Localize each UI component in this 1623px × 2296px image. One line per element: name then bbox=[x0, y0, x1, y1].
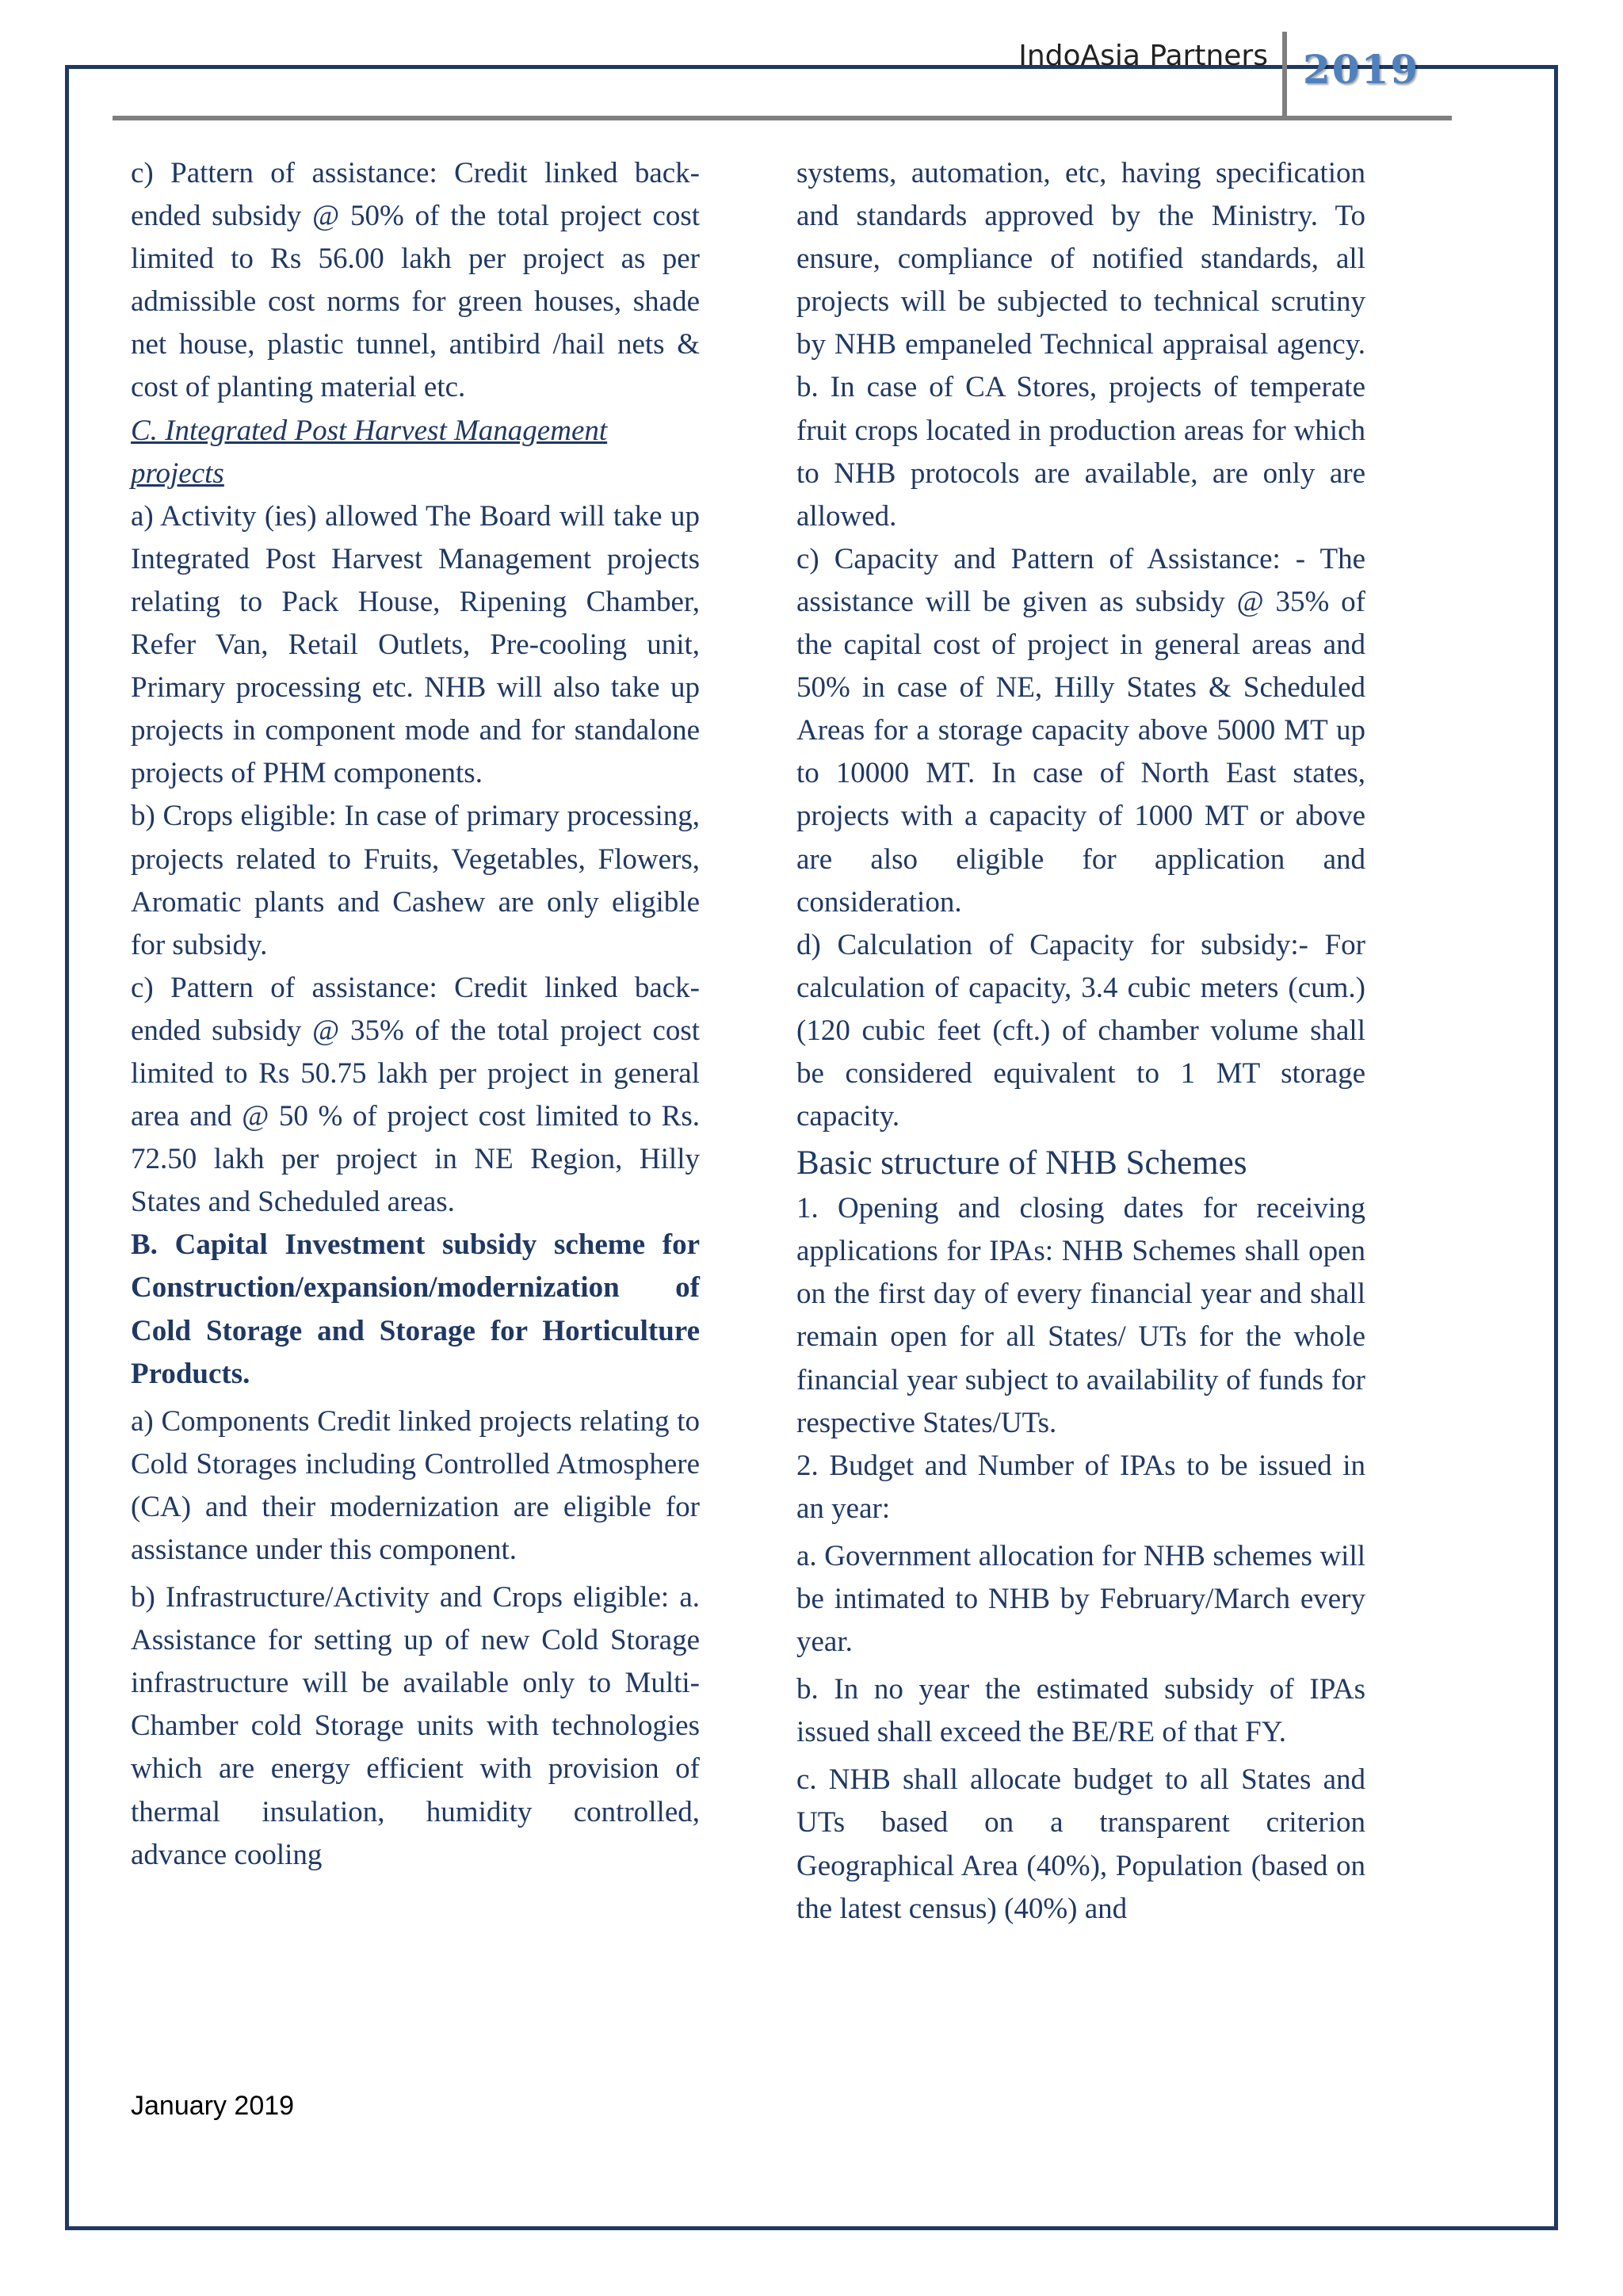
paragraph: b) Crops eligible: In case of primary processing, projects related to Fruits, Vegetables, Flowers, Aromatic plants and Cashew are only eligible for subsidy. bbox=[131, 800, 700, 961]
paragraph: c) Capacity and Pattern of Assistance: - The assistance will be given as subsidy @ 35% of the capital cost of project in general areas and 50% in case of NE, Hilly States & Scheduled Areas for a storage capacity above 5000 MT up to 10000 MT. In case of North East states, projects with a capacity of 1000 MT or above are also eligible for application and consideration. bbox=[796, 542, 1365, 919]
header-year: 2019 bbox=[1303, 46, 1420, 93]
paragraph: 2. Budget and Number of IPAs to be issued in an year: bbox=[796, 1449, 1365, 1525]
paragraph: c) Pattern of assistance: Credit linked back-ended subsidy @ 35% of the total project cost limited to Rs 50.75 lakh per project in general area and @ 50 % of project cost limited to Rs. 72.50 lakh per project in NE Region, Hilly States and Scheduled areas. bbox=[131, 971, 700, 1219]
paragraph: b. In no year the estimated subsidy of IPAs issued shall exceed the BE/RE of that FY. bbox=[796, 1673, 1365, 1749]
paragraph: a) Components Credit linked projects relating to Cold Storages including Controlled Atmosphere (CA) and their modernization are eligible for assistance under this component. bbox=[131, 1404, 700, 1566]
right-column bbox=[796, 152, 1365, 1931]
paragraph: a) Activity (ies) allowed The Board will take up Integrated Post Harvest Management projects relating to Pack House, Ripening Chamber, Refer Van, Retail Outlets, Pre-cooling unit, Primary processing etc. NHB will also take up projects in component mode and for standalone projects of PHM components. bbox=[131, 499, 700, 790]
section-title: Basic structure of NHB Schemes bbox=[796, 1144, 1247, 1182]
header-divider bbox=[1282, 32, 1287, 119]
header-company: IndoAsia Partners bbox=[1018, 40, 1268, 72]
header-rule bbox=[113, 116, 1452, 120]
paragraph: d) Calculation of Capacity for subsidy:- For calculation of capacity, 3.4 cubic meters (cum.) (120 cubic feet (cft.) of chamber volume shall be considered equivalent to 1 MT storage capacity. bbox=[796, 928, 1365, 1133]
paragraph: c. NHB shall allocate budget to all States and UTs based on a transparent criterion Geographical Area (40%), Population (based on the latest census) (40%) and bbox=[796, 1763, 1365, 1925]
footer-date: January 2019 bbox=[131, 2091, 295, 2121]
paragraph: 1. Opening and closing dates for receiving applications for IPAs: NHB Schemes shall open on the first day of every financial year and shall remain open for all States/ UTs for the whole financial year subject to availability of funds for respective States/UTs. bbox=[796, 1192, 1365, 1439]
paragraph: b) Infrastructure/Activity and Crops eligible: a. Assistance for setting up of new Cold Storage infrastructure will be available only to Multi-Chamber cold Storage units with technologies which are energy efficient with provision of thermal insulation, humidity controlled, advance cooling bbox=[131, 1581, 700, 1871]
section-heading: B. Capital Investment subsidy scheme for Construction/expansion/modernization of Cold Storage and Storage for Horticulture Products. bbox=[131, 1228, 700, 1390]
section-heading: C. Integrated Post Harvest Management projects bbox=[131, 414, 608, 490]
paragraph: c) Pattern of assistance: Credit linked back-ended subsidy @ 50% of the total project cost limited to Rs 56.00 lakh per project as per admissible cost norms for green houses, shade net house, plastic tunnel, antibird /hail nets & cost of planting material etc. bbox=[131, 157, 700, 404]
paragraph: systems, automation, etc, having specification and standards approved by the Ministry. To ensure, compliance of notified standards, all projects will be subjected to technical scrutiny by NHB empaneled Technical appraisal agency. b. In case of CA Stores, projects of temperate fruit crops located in production areas for which to NHB protocols are available, are only are allowed. bbox=[796, 157, 1365, 533]
paragraph: a. Government allocation for NHB schemes will be intimated to NHB by February/March every year. bbox=[796, 1539, 1365, 1659]
left-column bbox=[131, 152, 700, 1877]
